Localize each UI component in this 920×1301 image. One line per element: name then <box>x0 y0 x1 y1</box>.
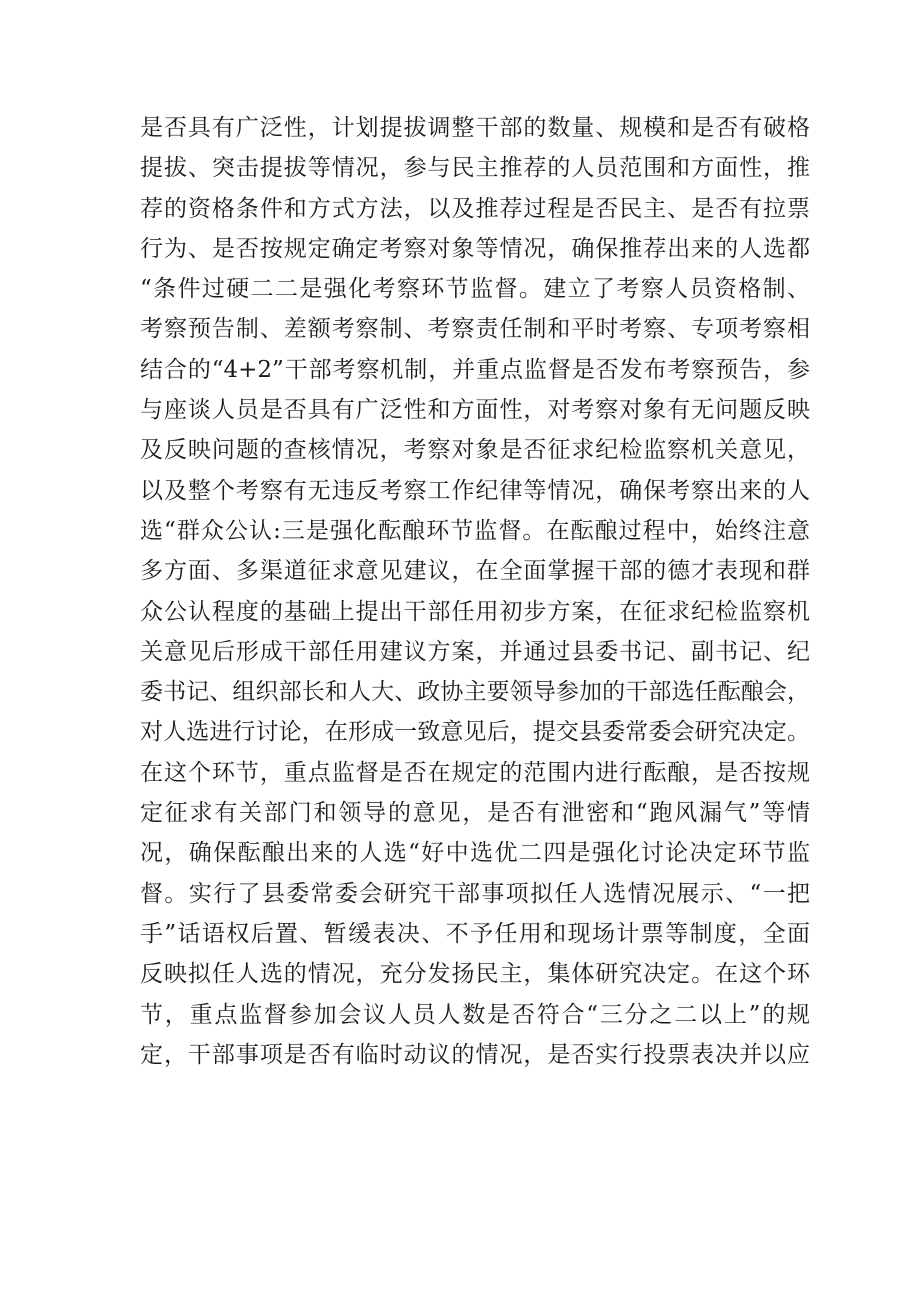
text-line: 督。实行了县委常委会研究干部事项拟任人选情况展示、“一把 <box>140 880 810 907</box>
text-line: “条件过硬二二是强化考察环节监督。建立了考察人员资格制、 <box>140 276 810 303</box>
text-line: 行为、是否按规定确定考察对象等情况，确保推荐出来的人选都 <box>140 235 810 262</box>
text-line: 定，干部事项是否有临时动议的情况，是否实行投票表决并以应 <box>140 1041 810 1068</box>
text-line: 手”话语权后置、暂缓表决、不予任用和现场计票等制度，全面 <box>140 920 810 947</box>
text-line: 是否具有广泛性，计划提拔调整干部的数量、规模和是否有破格 <box>140 115 810 141</box>
text-line: 委书记、组织部长和人大、政协主要领导参加的干部选任酝酿会， <box>140 679 810 706</box>
text-line: 定征求有关部门和领导的意见，是否有泄密和“跑风漏气”等情 <box>140 800 810 827</box>
text-line: 与座谈人员是否具有广泛性和方面性，对考察对象有无问题反映 <box>140 397 810 424</box>
text-line: 以及整个考察有无违反考察工作纪律等情况，确保考察出来的人 <box>140 477 810 504</box>
body-paragraph <box>140 108 810 1075</box>
text-line: 况，确保酝酿出来的人选“好中选优二四是强化讨论决定环节监 <box>140 840 810 867</box>
text-line: 荐的资格条件和方式方法，以及推荐过程是否民主、是否有拉票 <box>140 195 810 222</box>
text-line: 提拔、突击提拔等情况，参与民主推荐的人员范围和方面性，推 <box>140 155 810 182</box>
text-line: 反映拟任人选的情况，充分发扬民主，集体研究决定。在这个环 <box>140 961 810 988</box>
text-line: 选“群众公认:三是强化酝酿环节监督。在酝酿过程中，始终注意 <box>140 517 810 544</box>
text-line: 及反映问题的查核情况，考察对象是否征求纪检监察机关意见， <box>140 437 810 464</box>
text-line: 在这个环节，重点监督是否在规定的范围内进行酝酿，是否按规 <box>140 759 810 786</box>
text-line: 考察预告制、差额考察制、考察责任制和平时考察、专项考察相 <box>140 316 810 343</box>
text-line: 多方面、多渠道征求意见建议，在全面掌握干部的德才表现和群 <box>140 558 810 585</box>
text-line: 节，重点监督参加会议人员人数是否符合“三分之二以上”的规 <box>140 1001 810 1028</box>
text-line: 结合的“4+2”干部考察机制，并重点监督是否发布考察预告，参 <box>140 356 810 383</box>
text-line: 对人选进行讨论，在形成一致意见后，提交县委常委会研究决定。 <box>140 719 810 746</box>
text-line: 关意见后形成干部任用建议方案，并通过县委书记、副书记、纪 <box>140 638 810 665</box>
text-line: 众公认程度的基础上提出干部任用初步方案，在征求纪检监察机 <box>140 598 810 625</box>
